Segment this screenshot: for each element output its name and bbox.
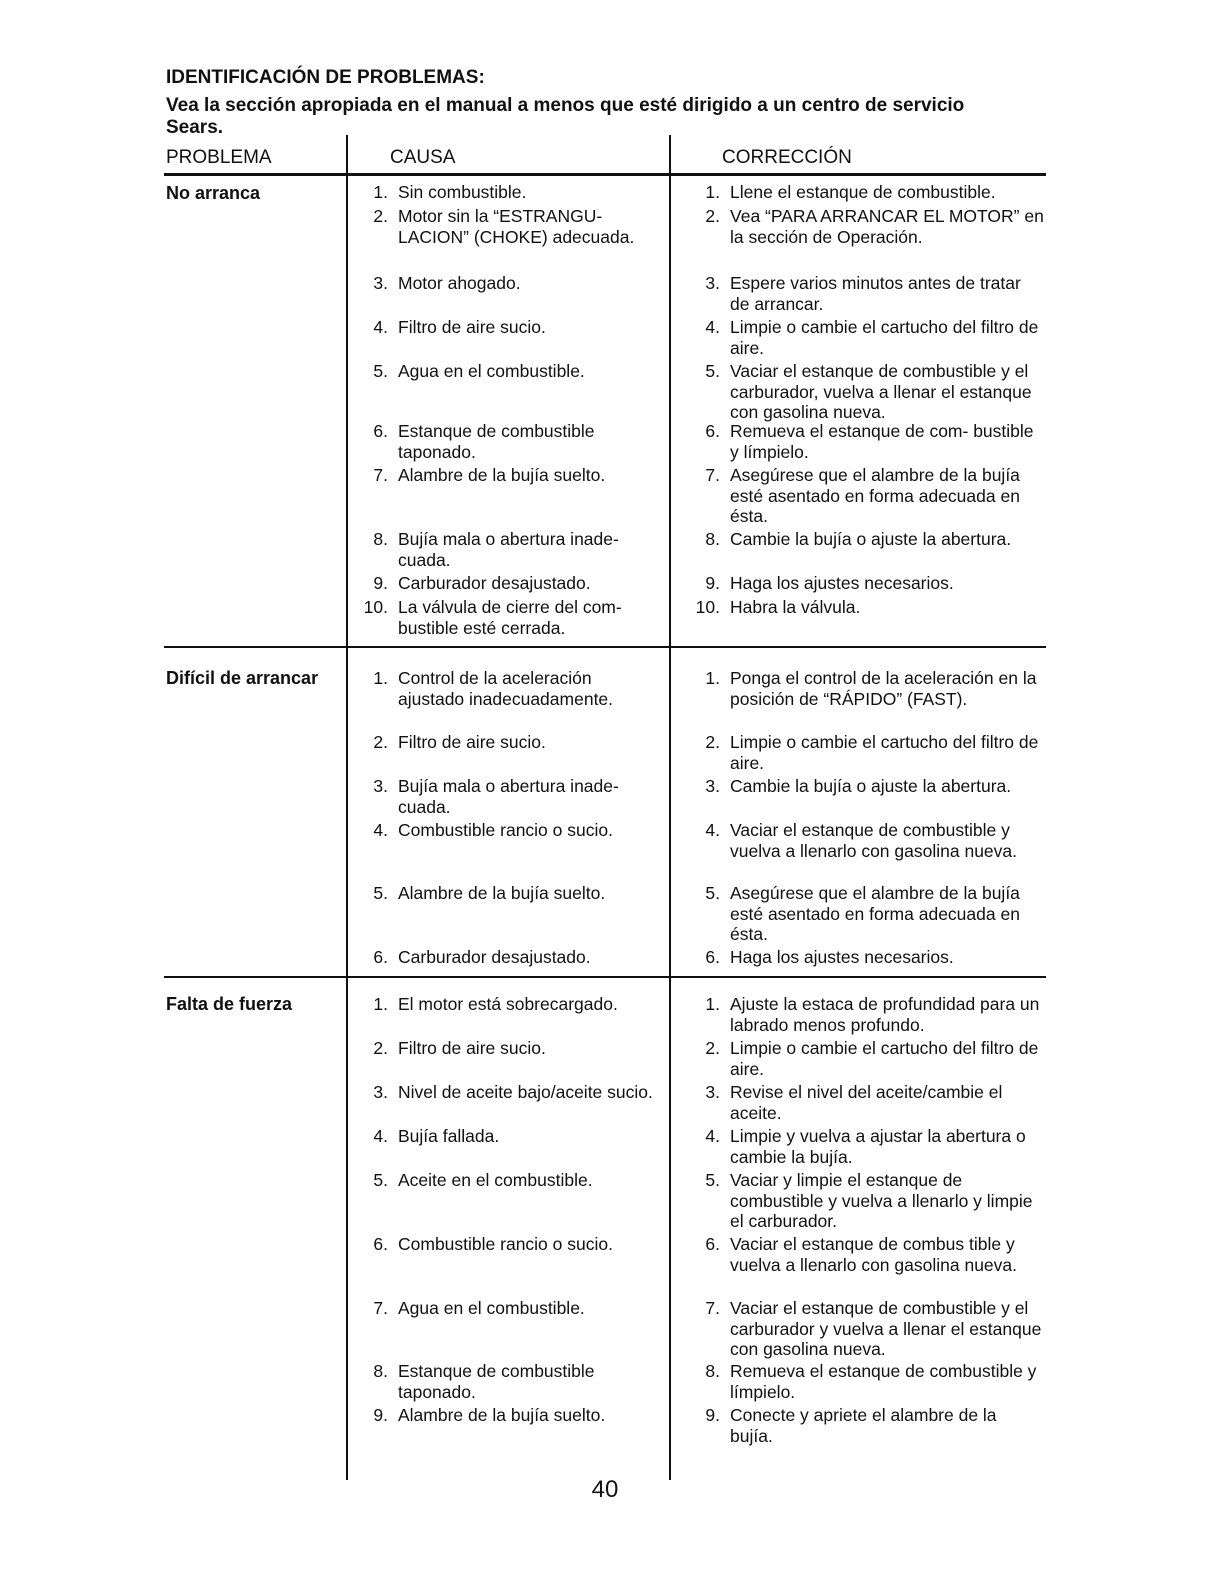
list-item: 6. Haga los ajustes necesarios. (705, 947, 954, 967)
list-item: 8. Cambie la bujía o ajuste la abertura. (705, 529, 1012, 549)
list-item: 9. Haga los ajustes necesarios. (705, 573, 954, 593)
list-item: 4. Filtro de aire sucio. (373, 317, 546, 337)
list-item: 2. Vea “PARA ARRANCAR EL MOTOR” en la sección de Operación. (705, 206, 1044, 247)
list-item: 1. Llene el estanque de combustible. (705, 182, 996, 202)
list-item: 3. Cambie la bujía o ajuste la abertura. (705, 776, 1012, 796)
page-number: 40 (591, 1476, 619, 1503)
list-item: 6. Estanque de combustible taponado. (373, 421, 595, 462)
list-item: 3. Revise el nivel del aceite/cambie el aceite. (705, 1082, 1003, 1123)
list-item: 3. Espere varios minutos antes de tratar de arrancar. (705, 273, 1021, 314)
section-rule (164, 646, 1046, 648)
list-item: 3. Motor ahogado. (373, 273, 521, 293)
column-header-correction: CORRECCIÓN (722, 147, 852, 168)
list-item: 9. Conecte y apriete el alambre de la bujía. (705, 1405, 997, 1446)
column-divider-left (346, 135, 348, 1480)
list-item: 1. Ponga el control de la aceleración en la posición de “RÁPIDO” (FAST). (705, 668, 1037, 709)
section-rule (164, 976, 1046, 978)
list-item: 5. Agua en el combustible. (373, 361, 585, 381)
list-item: 5. Vaciar el estanque de combustible y el carburador, vuelva a llenar el estanque con gasolina nueva. (705, 361, 1032, 422)
list-item: 2. Filtro de aire sucio. (373, 1038, 546, 1058)
list-item: 6. Remueva el estanque de com- bustible y límpielo. (705, 421, 1034, 462)
list-item: 7. Asegúrese que el alambre de la bujía esté asentado en forma adecuada en ésta. (705, 465, 1020, 526)
list-item: 7. Alambre de la bujía suelto. (373, 465, 606, 485)
list-item: 2. Limpie o cambie el cartucho del filtro de aire. (705, 1038, 1039, 1079)
problem-label: Falta de fuerza (166, 994, 293, 1014)
list-item: 2. Filtro de aire sucio. (373, 732, 546, 752)
list-item: 8. Bujía mala o abertura inade- cuada. (373, 529, 619, 570)
list-item: 8. Remueva el estanque de combustible y límpielo. (705, 1361, 1037, 1402)
list-item: 5. Alambre de la bujía suelto. (373, 883, 606, 903)
list-item: 3. Bujía mala o abertura inade- cuada. (373, 776, 619, 817)
list-item: 7. Agua en el combustible. (373, 1298, 585, 1318)
column-divider-right (669, 135, 671, 1480)
list-item: 5. Asegúrese que el alambre de la bujía esté asentado en forma adecuada en ésta. (705, 883, 1020, 944)
column-header-problem: PROBLEMA (166, 147, 272, 168)
list-item: 7. Vaciar el estanque de combustible y el carburador y vuelva a llenar el estanque con gasolina nueva. (705, 1298, 1042, 1359)
list-item: 5. Vaciar y limpie el estanque de combustible y vuelva a llenarlo y limpie el carburador. (705, 1170, 1033, 1231)
list-item: 6. Vaciar el estanque de combus tible y vuelva a llenarlo con gasolina nueva. (705, 1234, 1017, 1275)
header-rule (164, 173, 1046, 176)
list-item: 1. Control de la aceleración ajustado inadecuadamente. (373, 668, 614, 709)
problem-label: Difícil de arrancar (166, 668, 319, 688)
list-item: 10. La válvula de cierre del com- bustible esté cerrada. (363, 597, 622, 638)
list-item: 5. Aceite en el combustible. (373, 1170, 593, 1190)
list-item: 3. Nivel de aceite bajo/aceite sucio. (373, 1082, 653, 1102)
list-item: 2. Motor sin la “ESTRANGU- LACION” (CHOKE) adecuada. (373, 206, 635, 247)
list-item: 6. Carburador desajustado. (373, 947, 591, 967)
list-item: 2. Limpie o cambie el cartucho del filtro de aire. (705, 732, 1039, 773)
list-item: 4. Vaciar el estanque de combustible y vuelva a llenarlo con gasolina nueva. (705, 820, 1017, 861)
list-item: 8. Estanque de combustible taponado. (373, 1361, 595, 1402)
list-item: 4. Limpie o cambie el cartucho del filtro de aire. (705, 317, 1039, 358)
column-header-cause: CAUSA (390, 147, 456, 168)
list-item: 9. Carburador desajustado. (373, 573, 591, 593)
list-item: 1. El motor está sobrecargado. (373, 994, 618, 1014)
intro-text: Vea la sección apropiada en el manual a menos que esté dirigido a un centro de servicio Sears. (166, 95, 965, 138)
list-item: 1. Sin combustible. (373, 182, 527, 202)
problem-label: No arranca (166, 183, 261, 203)
list-item: 4. Combustible rancio o sucio. (373, 820, 613, 840)
list-item: 9. Alambre de la bujía suelto. (373, 1405, 606, 1425)
list-item: 4. Bujía fallada. (373, 1126, 500, 1146)
page-title: IDENTIFICACIÓN DE PROBLEMAS: (166, 67, 485, 88)
list-item: 6. Combustible rancio o sucio. (373, 1234, 613, 1254)
list-item: 10. Habra la válvula. (695, 597, 861, 617)
list-item: 4. Limpie y vuelva a ajustar la abertura o cambie la bujía. (705, 1126, 1026, 1167)
list-item: 1. Ajuste la estaca de profundidad para un labrado menos profundo. (705, 994, 1040, 1035)
